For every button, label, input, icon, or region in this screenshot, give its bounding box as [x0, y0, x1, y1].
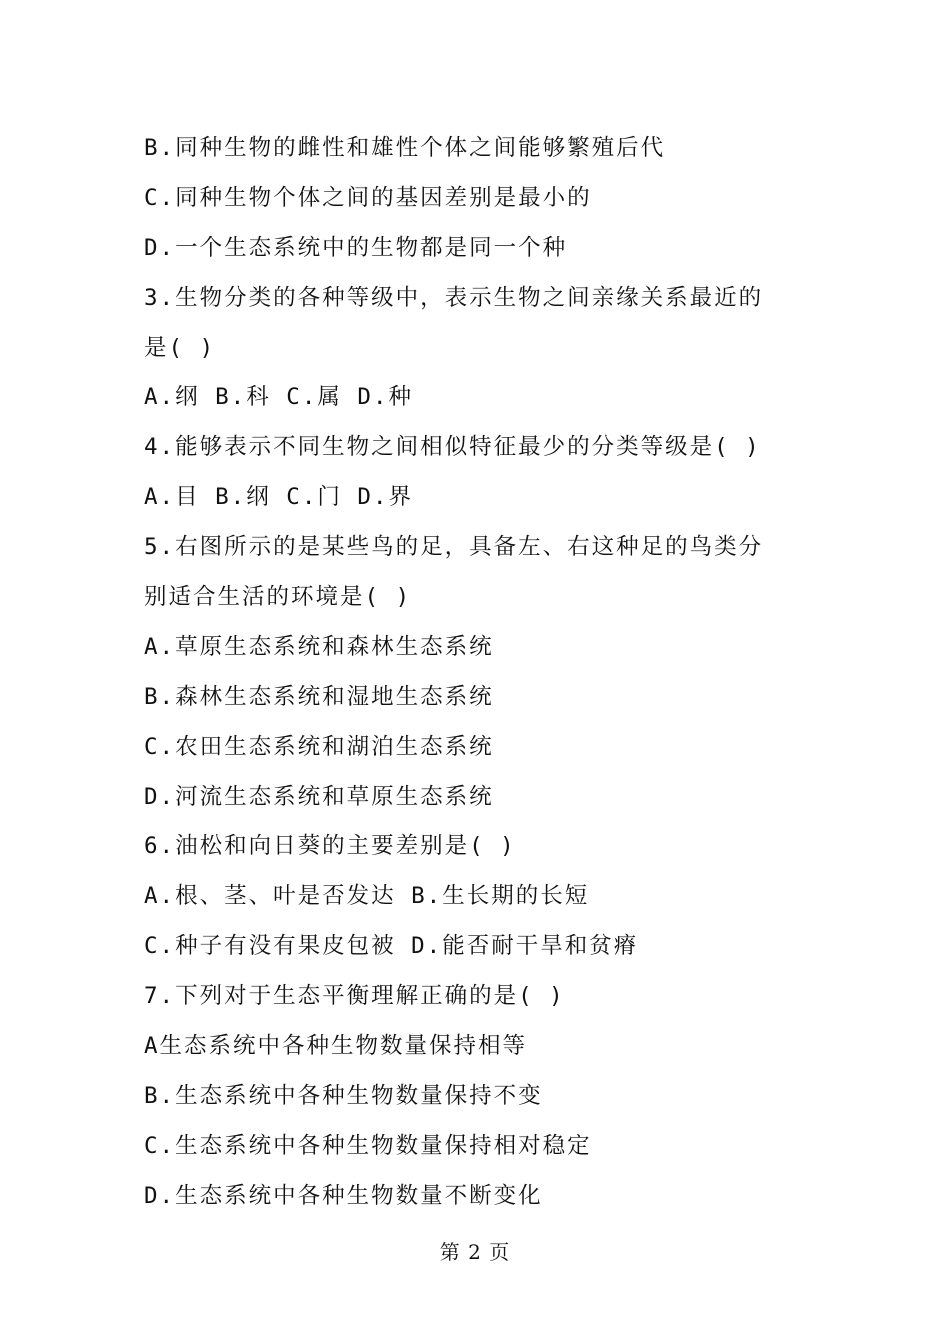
question-3-options: A.纲 B.科 C.属 D.种 — [144, 384, 414, 411]
question-7-option-c: C.生态系统中各种生物数量保持相对稳定 — [144, 1132, 592, 1159]
question-7-option-d: D.生态系统中各种生物数量不断变化 — [144, 1182, 543, 1209]
text-line: D.一个生态系统中的生物都是同一个种 — [144, 234, 568, 261]
text-line: 是( ) — [144, 334, 216, 361]
question-5-option-c: C.农田生态系统和湖泊生态系统 — [144, 733, 494, 760]
question-6: 6.油松和向日葵的主要差别是( ) — [144, 833, 516, 860]
question-5-option-a: A.草原生态系统和森林生态系统 — [144, 633, 494, 660]
text-line: B.同种生物的雌性和雄性个体之间能够繁殖后代 — [144, 135, 666, 161]
question-4-options: A.目 B.纲 C.门 D.界 — [144, 484, 414, 511]
text-line: C.同种生物个体之间的基因差别是最小的 — [144, 184, 592, 211]
question-7: 7.下列对于生态平衡理解正确的是( ) — [144, 983, 565, 1010]
question-6-options-ab: A.根、茎、叶是否发达 B.生长期的长短 — [144, 883, 590, 910]
question-4: 4.能够表示不同生物之间相似特征最少的分类等级是( ) — [144, 434, 761, 461]
page-number: 第 2 页 — [439, 1240, 511, 1264]
text-line: 别适合生活的环境是( ) — [144, 584, 412, 611]
question-6-options-cd: C.种子有没有果皮包被 D.能否耐干旱和贫瘠 — [144, 933, 639, 960]
question-text-block — [144, 124, 824, 1222]
question-7-option-b: B.生态系统中各种生物数量保持不变 — [144, 1082, 543, 1109]
question-5: 5.右图所示的是某些鸟的足，具备左、右这种足的鸟类分 — [144, 534, 764, 561]
question-5-option-b: B.森林生态系统和湿地生态系统 — [144, 683, 494, 710]
question-3: 3.生物分类的各种等级中，表示生物之间亲缘关系最近的 — [144, 284, 764, 311]
question-7-option-a: A生态系统中各种生物数量保持相等 — [144, 1033, 528, 1060]
question-5-option-d: D.河流生态系统和草原生态系统 — [144, 783, 494, 810]
